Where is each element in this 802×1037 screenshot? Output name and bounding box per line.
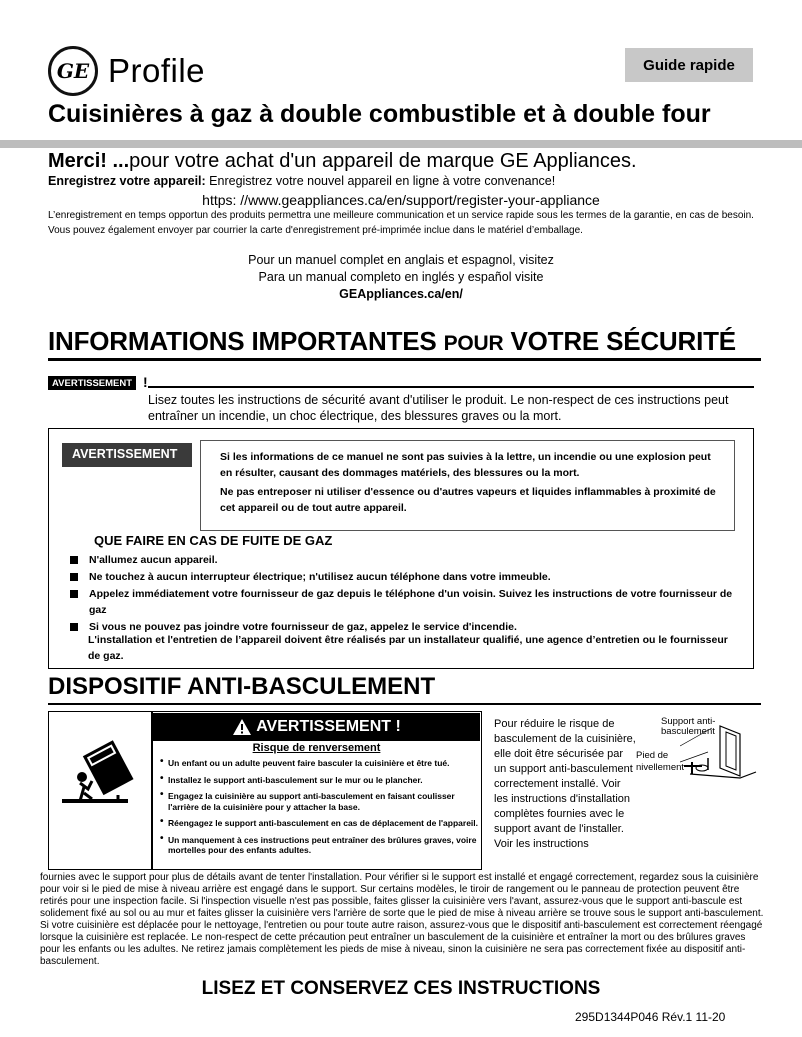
list-item: N'allumez aucun appareil. [70, 552, 740, 568]
safety-heading [48, 326, 736, 357]
avertissement-label: AVERTISSEMENT [62, 443, 192, 467]
register-line [48, 174, 555, 188]
register-text: Enregistrez votre nouvel appareil en ligne à votre convenance! [205, 174, 556, 188]
page-title: Cuisinières à gaz à double combustible et à double four [48, 100, 711, 128]
ge-logo [48, 46, 98, 96]
list-item: Appelez immédiatement votre fournisseur de gaz depuis le téléphone d'un voisin. Suivez les instructions de votre fournisseur de gaz [70, 586, 740, 618]
thanks-bold: Merci! ... [48, 150, 130, 172]
anti-tip-bracket-icon [680, 722, 760, 792]
register-label: Enregistrez votre appareil: [48, 174, 206, 188]
tip-over-pictogram-icon [58, 735, 144, 815]
warning-text: Lisez toutes les instructions de sécurité avant d'utiliser le produit. Le non-respect de ces instructions peut entraîner un incendie, un choc électrique, des blessures graves ou la mort. [148, 393, 729, 423]
avertissement-header [153, 713, 480, 741]
list-item: Si vous ne pouvez pas joindre votre fournisseur de gaz, appelez le service d'incendie. [70, 619, 740, 635]
logo-monogram: GE [56, 59, 90, 83]
risk-title: Risque de renversement [252, 742, 381, 754]
fire-warning-line2: Ne pas entreposer ni utiliser d'essence ou d'autres vapeurs et liquides inflammables à proximité de cet appareil ou de tout autre appareil. [220, 486, 716, 514]
gas-installation-note: L'installation et l'entretien de l’appareil doivent être réalisés par un installateur qualifié, une agence d’entretien ou le fournisseur de gaz. [88, 634, 728, 662]
anti-tip-side-text: Pour réduire le risque de basculement de la cuisinière, elle doit être sécurisée par un support anti-basculement correctement installé. Voir les instructions d'installation complètes fournies avec le support avant de l'installer. Voir les instructions [494, 718, 636, 850]
manual-line-es: Para un manual completo en inglés y español visite [258, 270, 544, 284]
safety-heading-b: POUR [443, 332, 504, 355]
part-number: 295D1344P046 Rév.1 11-20 [575, 1010, 726, 1024]
list-item: • Réengagez le support anti-basculement en cas de déplacement de l'appareil. [160, 818, 478, 829]
list-item: • Engagez la cuisinière au support anti-basculement en faisant coulisser l'arrière de la cuisinière pour y attacher la base. [160, 791, 478, 812]
fire-warning-line1: Si les informations de ce manuel ne sont pas suivies à la lettre, un incendie ou une explosion peut en résulter, causant des dommages matériels, des blessures ou la mort. [220, 451, 711, 479]
manual-info [0, 252, 802, 303]
leveling-foot-label: Pied de nivellement [636, 750, 685, 773]
support-label: Support anti-basculement [661, 716, 716, 737]
safety-heading-rule [48, 358, 761, 361]
registration-fine-print: L’enregistrement en temps opportun des produits permettra une meilleure communication et un service rapide sous les termes de la garantie, en cas de besoin. Vous pouvez également envoyer par courrier la carte d'enregistrement pré-imprimée inclue dans le matériel d’emballage. [48, 210, 754, 236]
safety-heading-a: INFORMATIONS IMPORTANTES [48, 326, 444, 356]
register-url-link[interactable]: https: //www.geappliances.ca/en/support/register-your-appliance [202, 192, 600, 208]
anti-tip-instructions: fournies avec le support pour plus de détails avant de tenter l'installation. Pour vérifier si le support est installé et engagé correctement, regardez sous la cuisinière pour voir si le pied de mise à niveau arrière est engagé dans le support. Sur certains modèles, le tiroir de rangement ou le panneau de protection peuvent être retirés pour une inspection facile. Si l'inspection visuelle n'est pas possible, faites glisser la cuisinière vers l'avant, assurez-vous que le support anti-bascule est solidement fixé au sol ou au mur et faites glisser la cuisinière vers l'arrière de sorte que le pied de mise à niveau arrière se trouve sous le support anti-basculement. Si votre cuisinière est déplacée pour le nettoyage, l'entretien ou pour toute autre raison, assurez-vous que le dispositif anti-basculement est correctement réengagé lorsque la cuisinière est replacée. Le non-respect de cette précaution peut entraîner un basculement de la cuisinière et entraîner la mort ou des brûlures graves pour les enfants ou les adultes. Ne retirez jamais complètement les pieds de mise à niveau, sinon la cuisinière ne sera pas correctement fixée au dispositif anti-basculement. [40, 872, 764, 967]
gas-leak-title: QUE FAIRE EN CAS DE FUITE DE GAZ [94, 533, 333, 548]
manual-site-link[interactable]: GEAppliances.ca/en/ [339, 287, 463, 301]
brand-name: Profile [108, 52, 206, 89]
read-and-save-title: LISEZ ET CONSERVEZ CES INSTRUCTIONS [201, 978, 601, 999]
warning-triangle-icon [232, 718, 252, 736]
header-divider [0, 140, 802, 148]
avertissement-header-text: AVERTISSEMENT ! [256, 718, 401, 735]
gas-leak-list [70, 552, 740, 636]
list-item: Ne touchez à aucun interrupteur électrique; n'utilisez aucun téléphone dans votre immeuble. [70, 569, 740, 585]
list-item: • Un enfant ou un adulte peuvent faire basculer la cuisinière et être tué. [160, 758, 478, 769]
anti-tip-heading: DISPOSITIF ANTI-BASCULEMENT [48, 673, 436, 700]
warning-rule [148, 386, 754, 388]
safety-heading-c: VOTRE SÉCURITÉ [503, 326, 736, 356]
quick-guide-badge: Guide rapide [625, 48, 753, 82]
warning-tag: AVERTISSEMENT [48, 376, 136, 390]
list-item: • Un manquement à ces instructions peut entraîner des brûlures graves, voire mortelles pour des enfants adultes. [160, 835, 478, 856]
anti-tip-heading-rule [48, 703, 761, 705]
thanks-rest: pour votre achat d'un appareil de marque GE Appliances. [129, 150, 637, 172]
list-item: • Installez le support anti-basculement sur le mur ou le plancher. [160, 775, 478, 786]
thanks-line [48, 150, 637, 173]
manual-line-fr: Pour un manuel complet en anglais et espagnol, visitez [248, 253, 554, 267]
warning-exclamation-icon: ! [143, 374, 148, 390]
risk-list [160, 758, 478, 862]
fire-warning-text [220, 449, 720, 516]
